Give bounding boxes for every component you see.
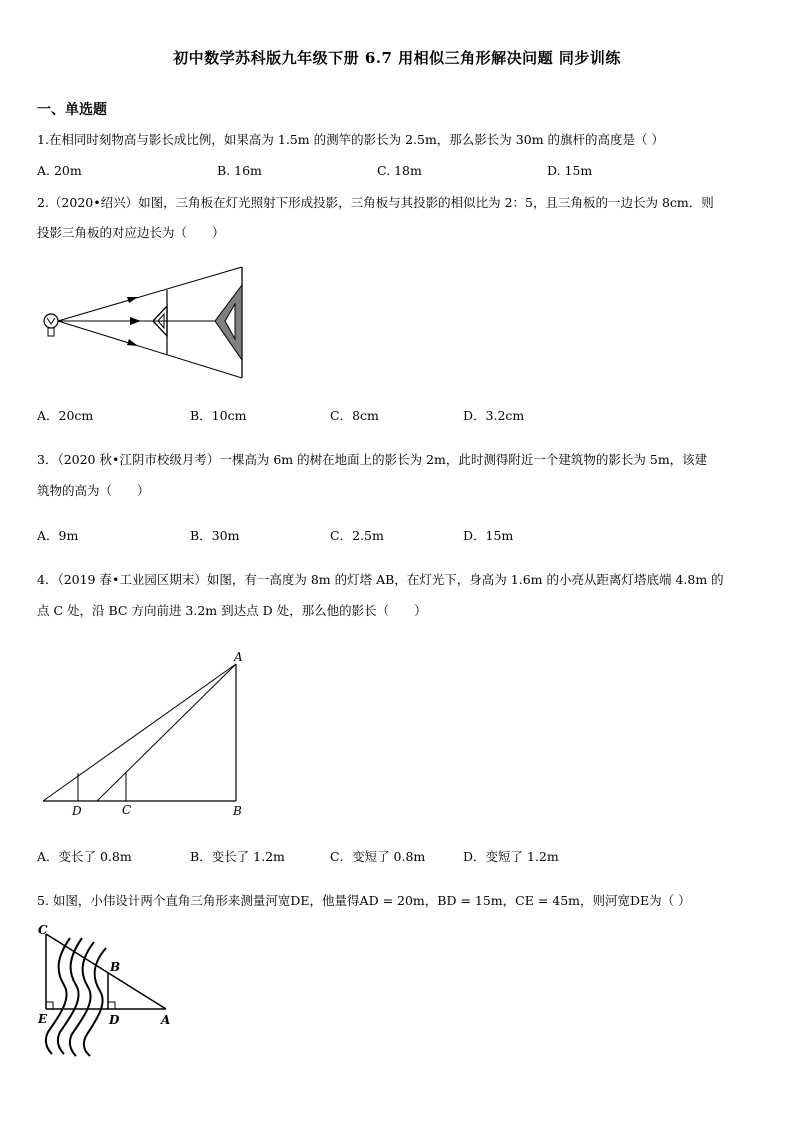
label-c: C: [122, 803, 132, 817]
q4-option-d[interactable]: D．变短了 1.2m: [463, 849, 559, 864]
arrow-head: [127, 339, 138, 346]
q3-option-c[interactable]: C．2.5m: [330, 528, 384, 543]
q5-river-figure: [34, 920, 184, 1060]
q5-stem: 5. 如图，小伟设计两个直角三角形来测量河宽DE，他量得AD = 20m，BD = 15m，CE = 45m，则河宽DE为（ ）: [37, 893, 691, 908]
q2-projection-figure: [40, 260, 250, 385]
arrow-head: [130, 317, 141, 325]
q3-options: [37, 528, 737, 544]
q4-stem-line1: 4．（2019 春•工业园区期末）如图，有一高度为 8m 的灯塔 AB，在灯光下，身高为 1.6m 的小亮从距离灯塔底端 4.8m 的: [37, 572, 724, 587]
q4-stem-line2: 点 C 处，沿 BC 方向前进 3.2m 到达点 D 处，那么他的影长（ ）: [37, 603, 427, 618]
q1-option-b[interactable]: B. 16m: [217, 163, 262, 178]
q4-options: [37, 849, 737, 865]
q2-option-b[interactable]: B．10cm: [190, 408, 247, 423]
q2-options: [37, 408, 737, 424]
light-ray-to-d: [43, 664, 236, 801]
q4-option-b[interactable]: B．变长了 1.2m: [190, 849, 285, 864]
q3-stem-line1: 3．（2020 秋•江阴市校级月考）一棵高为 6m 的树在地面上的影长为 2m，此时测得附近一个建筑物的影长为 5m，该建: [37, 452, 708, 467]
q3-option-b[interactable]: B．30m: [190, 528, 240, 543]
river-curve: [70, 942, 94, 1056]
q3-stem-line2: 筑物的高为（ ）: [37, 483, 150, 498]
q1-option-c[interactable]: C. 18m: [377, 163, 422, 178]
q4-option-c[interactable]: C．变短了 0.8m: [330, 849, 426, 864]
lamp-base: [48, 328, 54, 336]
label-a: A: [161, 1013, 171, 1027]
q4-option-a[interactable]: A．变长了 0.8m: [37, 849, 132, 864]
label-e: E: [38, 1012, 48, 1026]
q3-option-d[interactable]: D．15m: [463, 528, 514, 543]
arrow-head: [127, 297, 138, 303]
q2-stem-line2: 投影三角板的对应边长为（ ）: [37, 225, 225, 240]
label-b: B: [233, 804, 242, 818]
q1-options: [37, 163, 737, 179]
label-d: D: [72, 804, 82, 818]
label-a: A: [234, 650, 243, 664]
segment-ca: [46, 934, 166, 1009]
q3-option-a[interactable]: A．9m: [37, 528, 79, 543]
q1-option-d[interactable]: D. 15m: [547, 163, 593, 178]
q1-stem: 1.在相同时刻物高与影长成比例，如果高为 1.5m 的测竿的影长为 2.5m，那么影长为 30m 的旗杆的高度是（ ）: [37, 132, 664, 147]
lamp-bulb: [44, 314, 58, 328]
light-ray-to-c: [97, 664, 236, 801]
label-d: D: [109, 1013, 120, 1027]
q2-option-c[interactable]: C．8cm: [330, 408, 379, 423]
page-title: 初中数学苏科版九年级下册 6.7 用相似三角形解决问题 同步训练: [173, 49, 621, 67]
q1-option-a[interactable]: A. 20m: [37, 163, 82, 178]
q2-option-a[interactable]: A．20cm: [37, 408, 94, 423]
q2-stem-line1: 2.（2020•绍兴）如图，三角板在灯光照射下形成投影，三角板与其投影的相似比为 2：5，且三角板的一边长为 8cm．则: [37, 195, 714, 210]
label-c: C: [38, 923, 48, 937]
section-heading: 一、单选题: [37, 102, 107, 118]
label-b: B: [110, 960, 121, 974]
q2-option-d[interactable]: D．3.2cm: [463, 408, 525, 423]
q4-lighthouse-figure: [40, 650, 255, 820]
